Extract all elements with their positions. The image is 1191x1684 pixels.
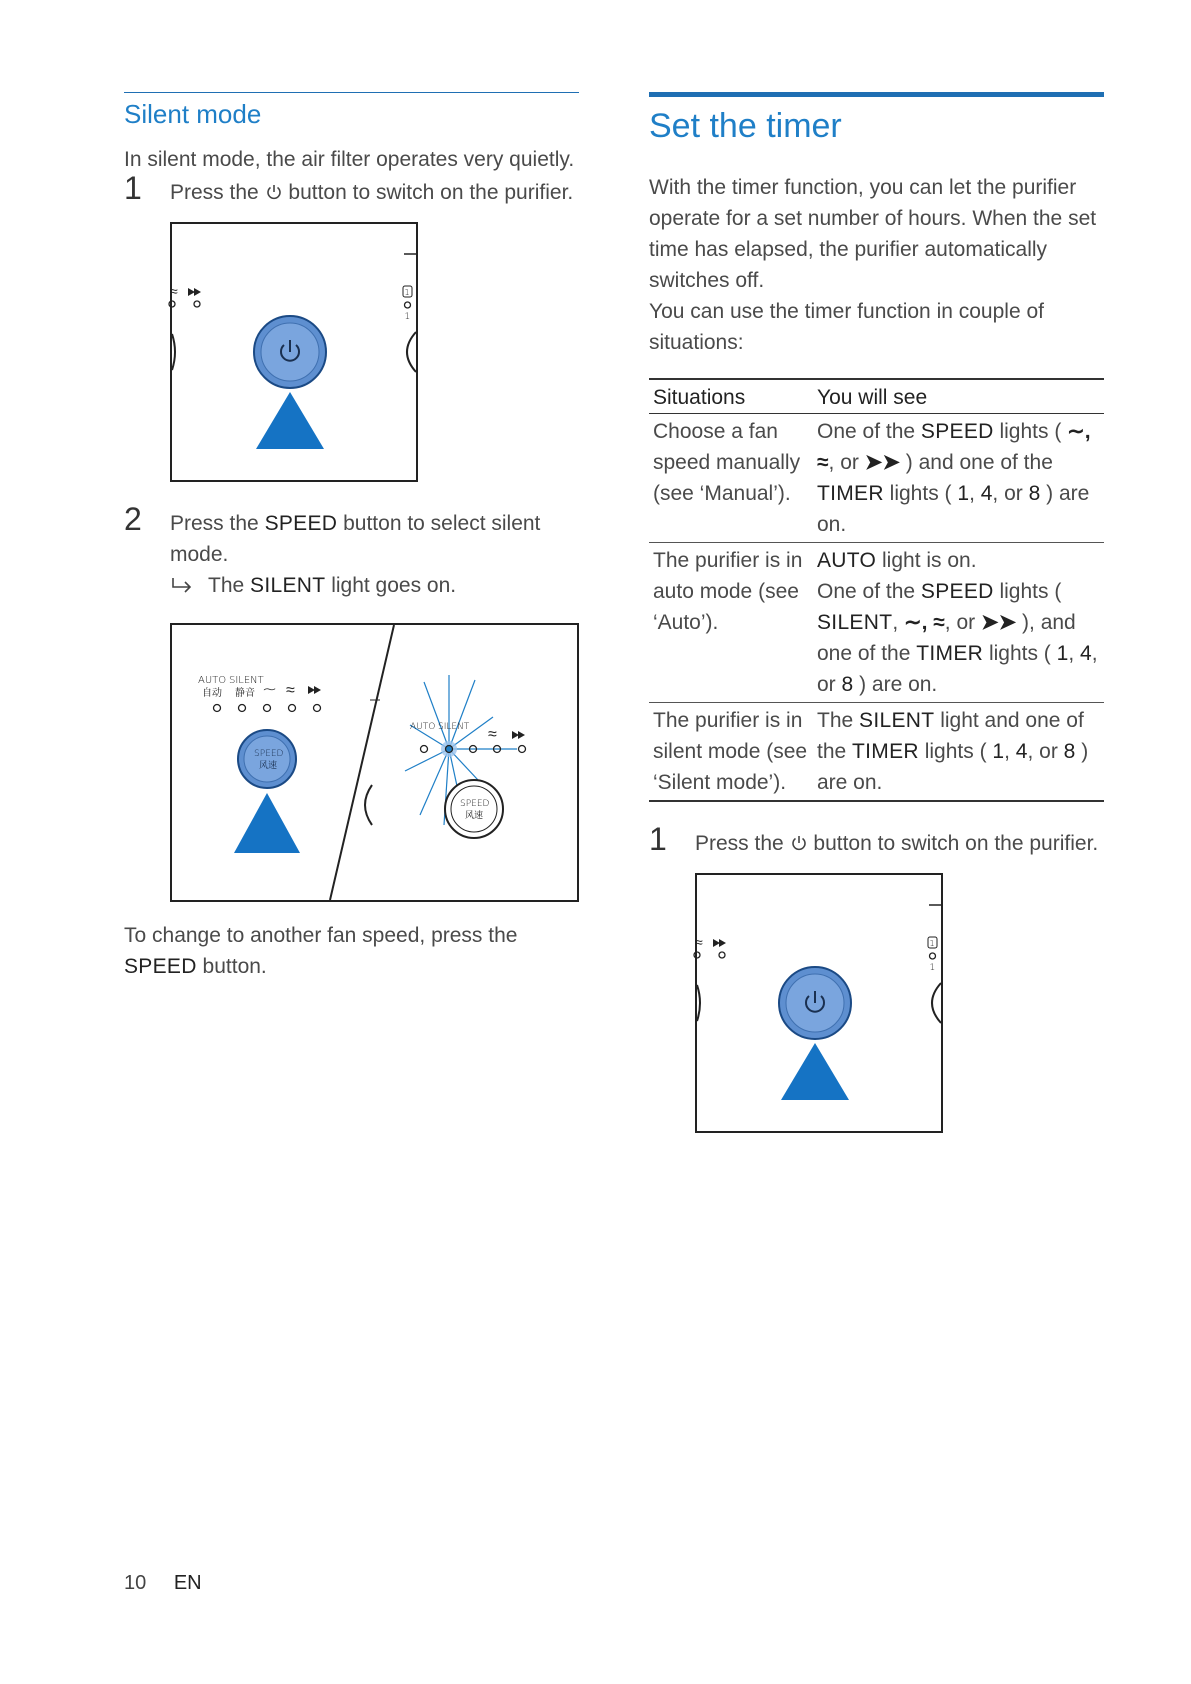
svg-text:AUTO: AUTO	[410, 722, 436, 732]
page-number: 10	[124, 1572, 147, 1594]
divider-line	[330, 625, 394, 900]
step-2-result: The SILENT light goes on.	[170, 570, 579, 601]
svg-text:风速: 风速	[465, 811, 484, 821]
step-number: 2	[124, 501, 142, 537]
svg-text:静音: 静音	[235, 688, 255, 699]
section-rule	[649, 92, 1104, 97]
left-column	[124, 92, 579, 982]
speed-keyword: SPEED	[264, 512, 338, 535]
svg-text:AUTO: AUTO	[198, 675, 227, 686]
step-2-silent: 2 Press the SPEED button to select silent mode.	[124, 501, 541, 566]
speed-change-note: To change to another fan speed, press the SPEED button.	[124, 924, 518, 978]
power-icon	[265, 183, 283, 201]
svg-text:1: 1	[929, 963, 936, 973]
section-heading-set-timer: Set the timer	[649, 107, 842, 145]
svg-text:SILENT: SILENT	[229, 675, 264, 686]
result-cell: The SILENT light and one of the TIMER lights ( 1, 4, or 8 ) are on.	[813, 703, 1104, 802]
result-cell: One of the SPEED lights ( ∼, ≈, or ➤➤ ) and one of the TIMER lights ( 1, 4, or 8 ) are on.	[813, 414, 1104, 543]
svg-text:1: 1	[929, 939, 935, 948]
press-arrow	[234, 793, 300, 853]
timer-intro: With the timer function, you can let the purifier operate for a set number of hours. When the set time has elapsed, the purifier automatically switches off.	[649, 176, 1097, 292]
svg-text:1: 1	[404, 288, 410, 297]
fast-speed-icon: ➤➤	[864, 451, 900, 474]
svg-text:风速: 风速	[259, 761, 278, 771]
column-header-situations: Situations	[649, 379, 813, 414]
fast-speed-icon: ➤➤	[980, 611, 1017, 634]
figure-power-button-right	[695, 873, 943, 1133]
situation-cell: Choose a fan speed manually (see ‘Manual’).	[649, 414, 813, 543]
table-row	[649, 543, 1104, 703]
situations-table	[649, 378, 1104, 802]
figure-power-button-left	[170, 222, 418, 482]
step-number: 1	[124, 170, 142, 206]
svg-text:≈: ≈	[695, 935, 703, 951]
svg-text:1: 1	[404, 312, 411, 322]
power-panel-illustration	[697, 875, 941, 1131]
low-speed-icon: ~	[262, 679, 278, 700]
table-row	[649, 703, 1104, 802]
situation-cell: The purifier is in silent mode (see ‘Silent mode’).	[649, 703, 813, 802]
fast-speed-icon	[188, 288, 201, 296]
speed-icons: ∼, ≈	[817, 420, 1091, 474]
table-header-row	[649, 379, 1104, 414]
figure-speed-button	[170, 623, 579, 902]
language-code: EN	[173, 1572, 202, 1594]
page-footer	[124, 1572, 202, 1595]
step-number: 1	[649, 821, 667, 857]
table-row	[649, 414, 1104, 543]
svg-text:≈: ≈	[488, 724, 497, 743]
svg-text:自动: 自动	[202, 688, 222, 699]
svg-text:≈: ≈	[170, 284, 178, 300]
silent-intro: In silent mode, the air filter operates very quietly.	[124, 148, 575, 171]
result-cell: AUTO light is on. One of the SPEED lights ( SILENT, ∼, ≈, or ➤➤ ), and one of the TIMER lights ( 1, 4, or 8 ) are on.	[813, 543, 1104, 703]
power-icon	[790, 834, 808, 852]
right-column	[649, 92, 1104, 1133]
timer-intro-2: You can use the timer function in couple of situations:	[649, 300, 1044, 354]
fast-speed-icon	[713, 939, 726, 947]
result-arrow-icon	[170, 570, 194, 601]
svg-text:SPEED: SPEED	[460, 799, 490, 809]
medium-speed-icon: ≈	[286, 680, 295, 699]
speed-icons: ∼, ≈	[904, 611, 945, 634]
section-rule	[124, 92, 579, 93]
section-heading-silent-mode: Silent mode	[124, 99, 262, 129]
silent-keyword: SILENT	[250, 574, 326, 597]
situation-cell: The purifier is in auto mode (see ‘Auto’).	[649, 543, 813, 703]
svg-text:SILENT: SILENT	[438, 722, 470, 732]
column-header-you-will-see: You will see	[813, 379, 1104, 414]
speed-keyword: SPEED	[124, 955, 197, 978]
fast-speed-icon	[308, 686, 321, 694]
press-arrow	[781, 1043, 849, 1100]
step-1-silent: 1 Press the button to switch on the purifier.	[124, 170, 574, 206]
speed-panel-illustration	[172, 625, 577, 900]
power-panel-illustration	[172, 224, 416, 480]
press-arrow	[256, 392, 324, 449]
svg-text:SPEED: SPEED	[254, 749, 284, 759]
step-1-timer: 1 Press the button to switch on the purifier.	[649, 821, 1099, 857]
